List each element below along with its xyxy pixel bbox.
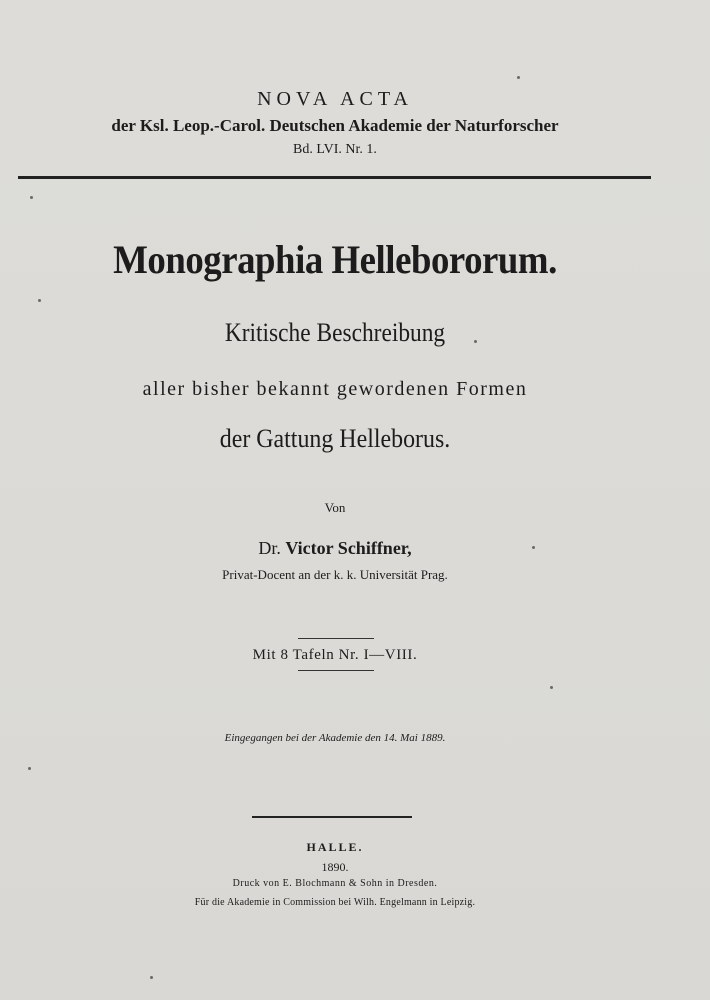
header-rule: [18, 176, 651, 179]
subtitle-line-2: aller bisher bekannt gewordenen Formen: [142, 378, 528, 400]
imprint-printer: Druck von E. Blochmann & Sohn in Dresden.: [232, 878, 438, 889]
author-prefix: Dr.: [258, 538, 281, 558]
paper-speck: [150, 976, 153, 979]
main-title: Monographia Hellebororum.: [113, 237, 557, 282]
paper-speck: [532, 546, 535, 549]
subtitle-line-3: der Gattung Helleborus.: [219, 424, 451, 453]
series-title: NOVA ACTA: [257, 88, 413, 110]
received-note: Eingegangen bei der Akademie den 14. Mai 1889.: [224, 732, 446, 744]
plates-note: Mit 8 Tafeln Nr. I—VIII.: [252, 647, 418, 663]
subtitle-line-1: Kritische Beschreibung: [224, 318, 446, 347]
paper-speck: [38, 299, 41, 302]
imprint-commission: Für die Akademie in Commission bei Wilh. Engelmann in Leipzig.: [194, 897, 476, 908]
imprint-rule: [252, 816, 412, 818]
paper-speck: [474, 340, 477, 343]
imprint-year: 1890.: [321, 860, 349, 874]
paper-speck: [30, 196, 33, 199]
paper-speck: [550, 686, 553, 689]
paper-speck: [517, 76, 520, 79]
by-label: Von: [324, 500, 346, 515]
academy-name: der Ksl. Leop.-Carol. Deutschen Akademie der Naturforscher: [111, 116, 559, 135]
author-affiliation: Privat-Docent an der k. k. Universität Prag.: [222, 567, 448, 582]
paper-speck: [28, 767, 31, 770]
plates-rule-top: [298, 638, 374, 639]
author-fullname: Victor Schiffner,: [285, 538, 412, 558]
imprint-city: HALLE.: [306, 840, 364, 854]
plates-rule-bottom: [298, 670, 374, 671]
author-name: [0, 538, 670, 559]
volume-number: Bd. LVI. Nr. 1.: [293, 142, 377, 157]
